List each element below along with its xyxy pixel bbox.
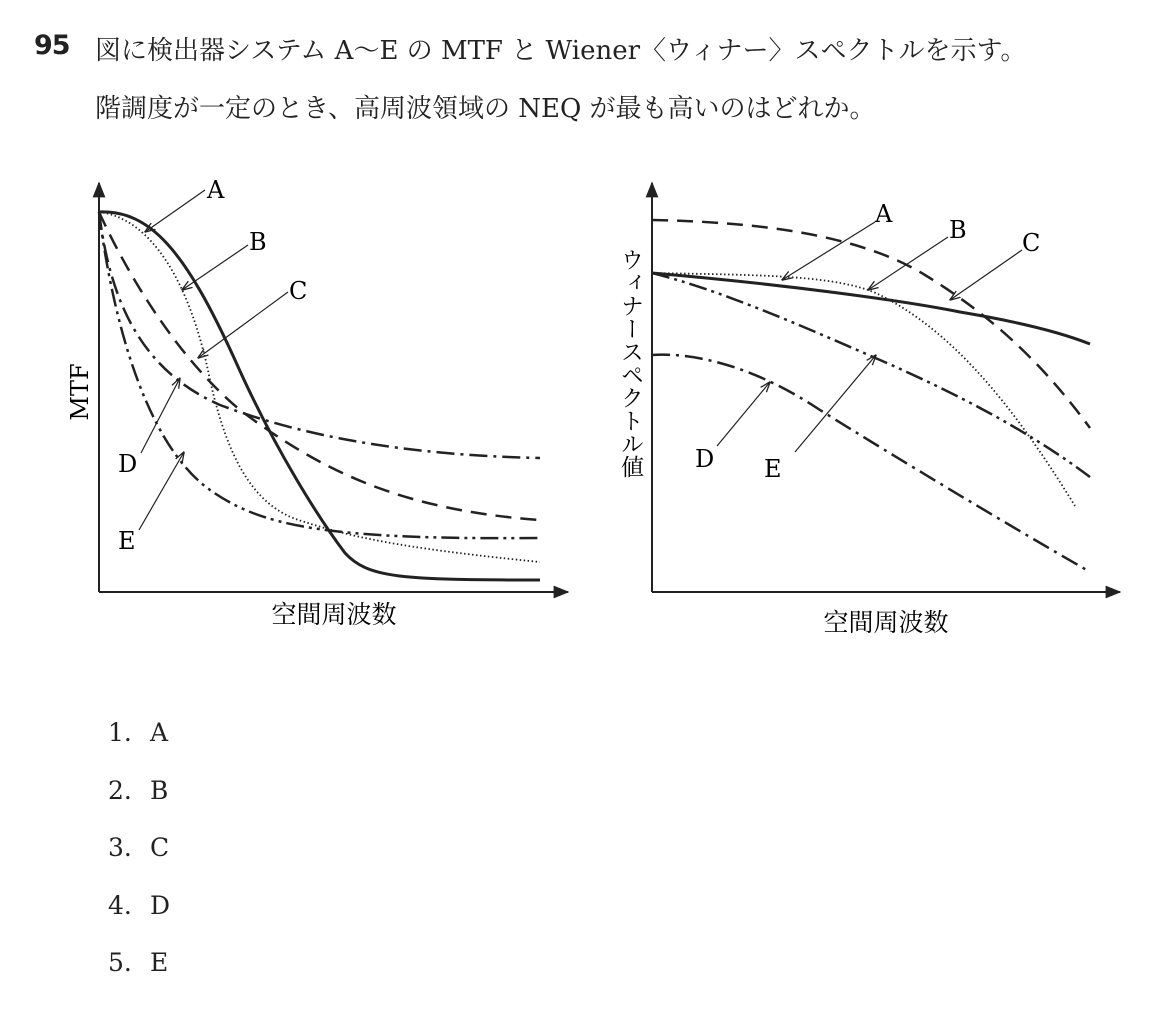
- wiener-curve-d: [652, 355, 1090, 572]
- wiener-pointer-d: [717, 382, 770, 446]
- choice-label: E: [150, 948, 169, 977]
- wiener-label-e: E: [764, 455, 782, 483]
- wiener-chart: [617, 183, 1120, 637]
- choice-label: A: [150, 718, 169, 747]
- mtf-curve-e: [99, 212, 540, 538]
- figure-panels: [0, 160, 1156, 650]
- wiener-curve-a: [652, 273, 1090, 344]
- choice-number: 2.: [108, 775, 132, 805]
- question-text-line2: 階調度が一定のとき、高周波領域の NEQ が最も高いのはどれか。: [95, 94, 876, 124]
- choice-label: B: [150, 775, 169, 805]
- choice-3[interactable]: [108, 833, 170, 891]
- question-text-line1: 図に検出器システム A〜E の MTF と Wiener〈ウィナー〉スペクトルを示す。: [95, 36, 1027, 66]
- mtf-pointer-c: [198, 292, 288, 358]
- question-number: 95: [34, 30, 70, 61]
- wiener-label-d: D: [695, 445, 715, 473]
- choice-label: C: [150, 833, 170, 862]
- wiener-y-label: ウィナースペクトル値: [617, 248, 643, 478]
- choice-number: 1.: [108, 718, 132, 747]
- wiener-label-a: A: [875, 200, 893, 228]
- mtf-pointer-e: [139, 452, 184, 530]
- mtf-curve-a: [99, 212, 540, 580]
- mtf-label-e: E: [118, 527, 136, 555]
- mtf-label-b: B: [249, 228, 267, 256]
- wiener-curve-e: [652, 273, 1090, 477]
- choice-number: 4.: [108, 890, 132, 920]
- mtf-curve-b: [99, 212, 540, 562]
- mtf-curve-c: [99, 212, 540, 520]
- choice-number: 3.: [108, 833, 132, 862]
- mtf-y-label: MTF: [66, 363, 94, 421]
- mtf-curve-d: [99, 212, 540, 458]
- choice-label: D: [150, 890, 171, 920]
- wiener-pointer-c: [950, 250, 1022, 300]
- mtf-pointer-b: [182, 245, 248, 290]
- choice-1[interactable]: [108, 718, 170, 776]
- mtf-chart: [66, 176, 568, 629]
- wiener-pointer-a: [782, 222, 875, 280]
- mtf-pointer-d: [141, 378, 180, 453]
- wiener-pointer-b: [868, 237, 948, 290]
- answer-choices: [108, 718, 170, 1006]
- wiener-label-c: C: [1022, 229, 1041, 257]
- wiener-x-label: 空間周波数: [823, 608, 949, 637]
- wiener-label-b: B: [949, 216, 967, 244]
- mtf-label-d: D: [118, 450, 138, 478]
- choice-2[interactable]: [108, 776, 170, 834]
- choice-4[interactable]: [108, 891, 170, 949]
- choice-number: 5.: [108, 948, 132, 977]
- wiener-curve-b: [652, 273, 1075, 506]
- mtf-label-c: C: [289, 277, 308, 305]
- mtf-pointer-a: [145, 190, 205, 232]
- mtf-x-label: 空間周波数: [271, 600, 397, 629]
- choice-5[interactable]: [108, 948, 170, 1006]
- mtf-label-a: A: [207, 176, 225, 204]
